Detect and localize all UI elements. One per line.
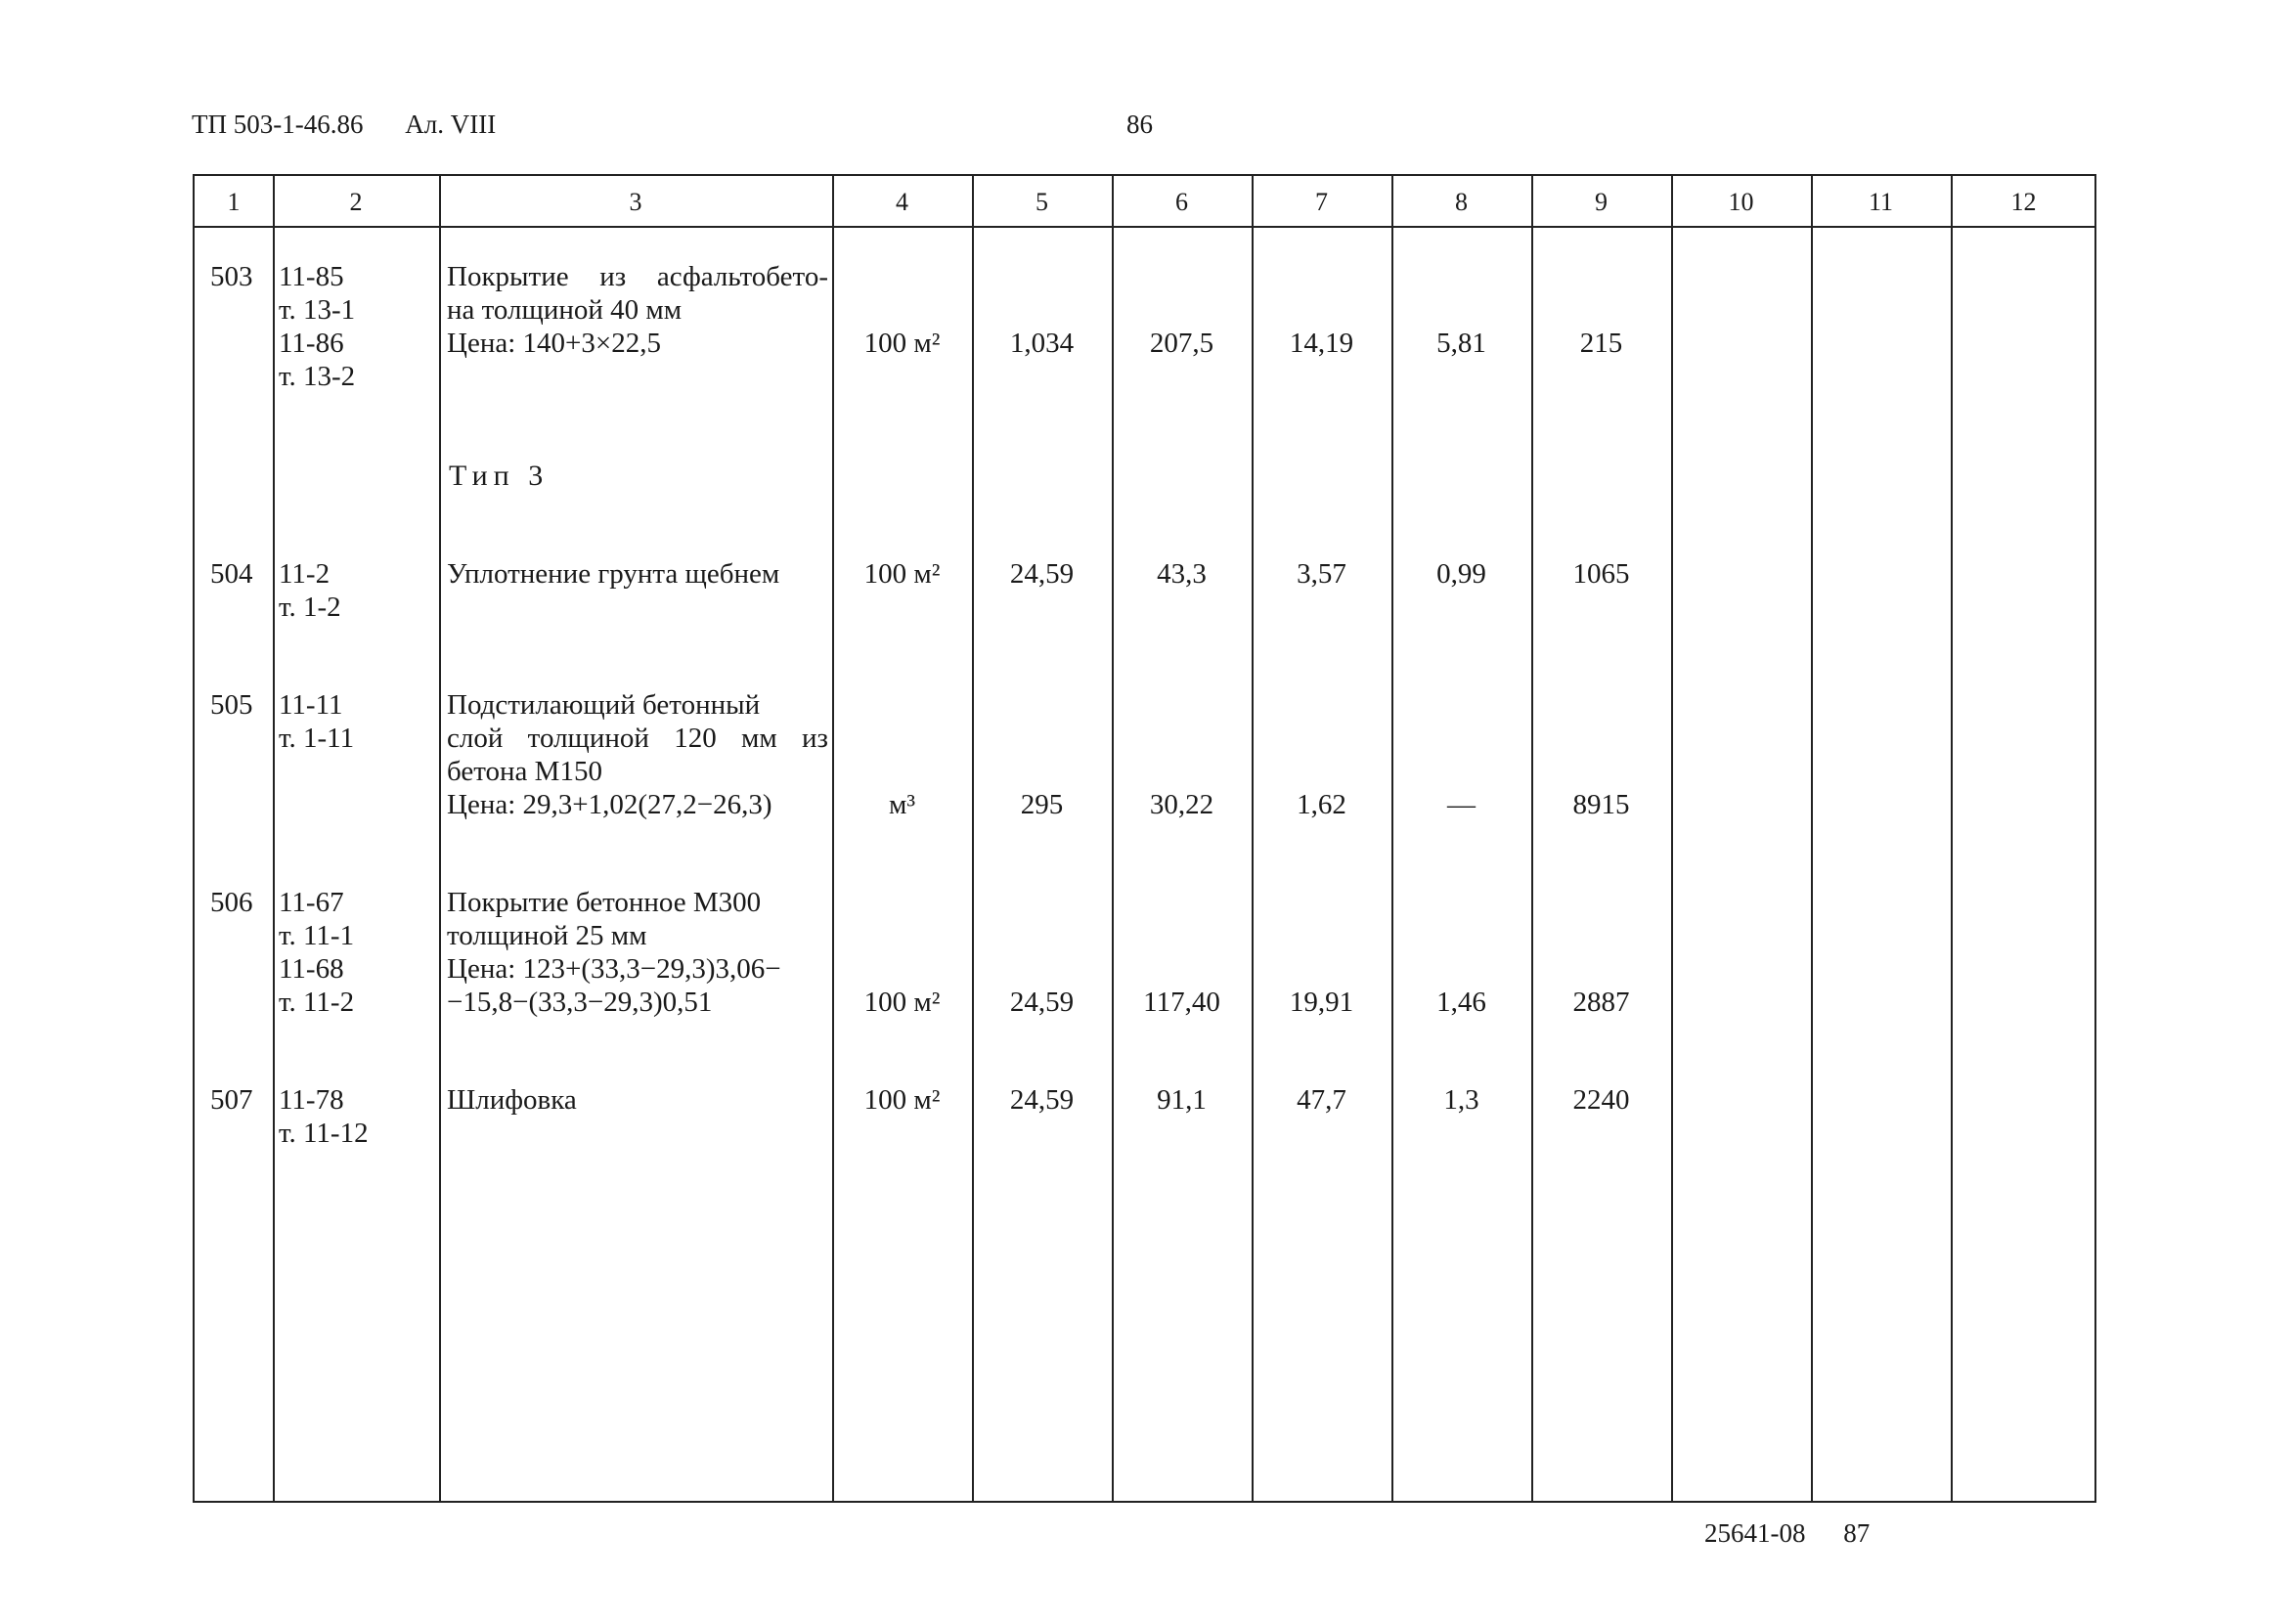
column-number: 2 xyxy=(349,188,363,216)
code-line: 11-78 xyxy=(279,1084,344,1116)
work-description xyxy=(447,1083,828,1117)
value-col6: 91,1 xyxy=(1157,1084,1207,1116)
row-number: 506 xyxy=(210,887,253,918)
column-divider xyxy=(1811,176,1813,1501)
value-col9: 8915 xyxy=(1572,789,1630,820)
description-line: Покрытие бетонное М300 xyxy=(447,887,762,918)
row-number: 504 xyxy=(210,558,253,590)
description-line: −15,8−(33,3−29,3)0,51 xyxy=(447,987,713,1018)
column-divider xyxy=(439,176,441,1501)
column-divider xyxy=(1391,176,1393,1501)
row-number: 507 xyxy=(210,1084,253,1116)
column-number: 5 xyxy=(1036,188,1048,216)
description-line: на толщиной 40 мм xyxy=(447,294,683,326)
doc-number: 25641-08 xyxy=(1704,1518,1806,1548)
value-col7: 47,7 xyxy=(1297,1084,1346,1116)
code-line: т. 13-1 xyxy=(279,294,356,326)
value-col8: 0,99 xyxy=(1436,558,1486,590)
price-code xyxy=(279,1083,369,1150)
value-col8: 5,81 xyxy=(1436,328,1486,359)
value-col7: 19,91 xyxy=(1289,987,1354,1018)
code-line: 11-2 xyxy=(279,558,331,590)
value-col8: 1,3 xyxy=(1443,1084,1479,1116)
page-number: 86 xyxy=(1126,110,1153,139)
code-line: т. 1-2 xyxy=(279,592,341,623)
code-line: 11-86 xyxy=(279,328,344,359)
work-description xyxy=(447,688,828,821)
description-line: слой толщиной 120 мм из xyxy=(447,723,828,754)
column-divider xyxy=(972,176,974,1501)
section-title: Тип 3 xyxy=(449,460,550,492)
unit: 100 м² xyxy=(863,1084,941,1116)
column-divider xyxy=(1671,176,1673,1501)
sheet-label: Ал. VIII xyxy=(405,110,497,139)
column-divider xyxy=(832,176,834,1501)
column-number: 1 xyxy=(227,188,241,216)
work-description xyxy=(447,886,828,1019)
row-number: 505 xyxy=(210,689,253,721)
code-line: 11-85 xyxy=(279,261,344,292)
price-code xyxy=(279,260,355,393)
value-col8: 1,46 xyxy=(1436,987,1486,1018)
code-line: т. 11-1 xyxy=(279,920,355,951)
column-number: 9 xyxy=(1595,188,1608,216)
unit: 100 м² xyxy=(863,328,941,359)
work-description xyxy=(447,260,828,360)
description-line: Цена: 29,3+1,02(27,2−26,3) xyxy=(447,789,772,820)
doc-code: ТП 503-1-46.86 xyxy=(192,110,364,139)
quantity: 24,59 xyxy=(1009,1084,1075,1116)
description-line: Цена: 140+3×22,5 xyxy=(447,328,661,359)
value-col7: 14,19 xyxy=(1289,328,1354,359)
price-code xyxy=(279,688,354,755)
column-number: 4 xyxy=(896,188,908,216)
description-line: Подстилающий бетонный xyxy=(447,689,761,721)
column-number: 7 xyxy=(1315,188,1328,216)
work-description xyxy=(447,557,828,591)
column-divider xyxy=(1951,176,1953,1501)
value-col9: 2240 xyxy=(1572,1084,1630,1116)
quantity: 295 xyxy=(1020,789,1064,820)
value-col6: 30,22 xyxy=(1149,789,1214,820)
code-line: т. 1-11 xyxy=(279,723,355,754)
code-line: 11-67 xyxy=(279,887,344,918)
description-line: Покрытие из асфальтобето- xyxy=(447,261,828,292)
column-number: 3 xyxy=(629,188,642,216)
value-col9: 1065 xyxy=(1572,558,1630,590)
value-col6: 207,5 xyxy=(1149,328,1214,359)
value-col7: 1,62 xyxy=(1297,789,1346,820)
column-number: 6 xyxy=(1175,188,1188,216)
estimate-table xyxy=(193,174,2096,1503)
code-line: 11-11 xyxy=(279,689,343,721)
unit: 100 м² xyxy=(863,558,941,590)
value-col9: 215 xyxy=(1579,328,1623,359)
document-footer xyxy=(1704,1518,1870,1549)
quantity: 24,59 xyxy=(1009,987,1075,1018)
document-header xyxy=(192,110,496,140)
price-code xyxy=(279,886,354,1019)
column-divider xyxy=(273,176,275,1501)
code-line: т. 13-2 xyxy=(279,361,356,392)
description-line: Цена: 123+(33,3−29,3)3,06− xyxy=(447,953,781,985)
value-col9: 2887 xyxy=(1572,987,1630,1018)
column-divider xyxy=(1252,176,1254,1501)
code-line: т. 11-12 xyxy=(279,1118,369,1149)
footer-page: 87 xyxy=(1843,1518,1871,1548)
column-number: 8 xyxy=(1455,188,1468,216)
description-line: Шлифовка xyxy=(447,1084,577,1116)
value-col6: 117,40 xyxy=(1143,987,1220,1018)
value-col6: 43,3 xyxy=(1157,558,1207,590)
price-code xyxy=(279,557,341,624)
column-divider xyxy=(1112,176,1114,1501)
description-line: бетона М150 xyxy=(447,756,602,787)
column-number: 10 xyxy=(1728,188,1754,216)
unit: м³ xyxy=(888,789,916,820)
description-line: толщиной 25 мм xyxy=(447,920,647,951)
quantity: 24,59 xyxy=(1009,558,1075,590)
column-number: 11 xyxy=(1868,188,1894,216)
quantity: 1,034 xyxy=(1009,328,1075,359)
value-col7: 3,57 xyxy=(1297,558,1346,590)
description-line: Уплотнение грунта щебнем xyxy=(447,558,780,590)
column-divider xyxy=(1531,176,1533,1501)
unit: 100 м² xyxy=(863,987,941,1018)
code-line: т. 11-2 xyxy=(279,987,355,1018)
code-line: 11-68 xyxy=(279,953,344,985)
row-number: 503 xyxy=(210,261,253,292)
column-number: 12 xyxy=(2010,188,2037,216)
header-row-divider xyxy=(195,226,2094,228)
value-col8: — xyxy=(1447,789,1476,820)
